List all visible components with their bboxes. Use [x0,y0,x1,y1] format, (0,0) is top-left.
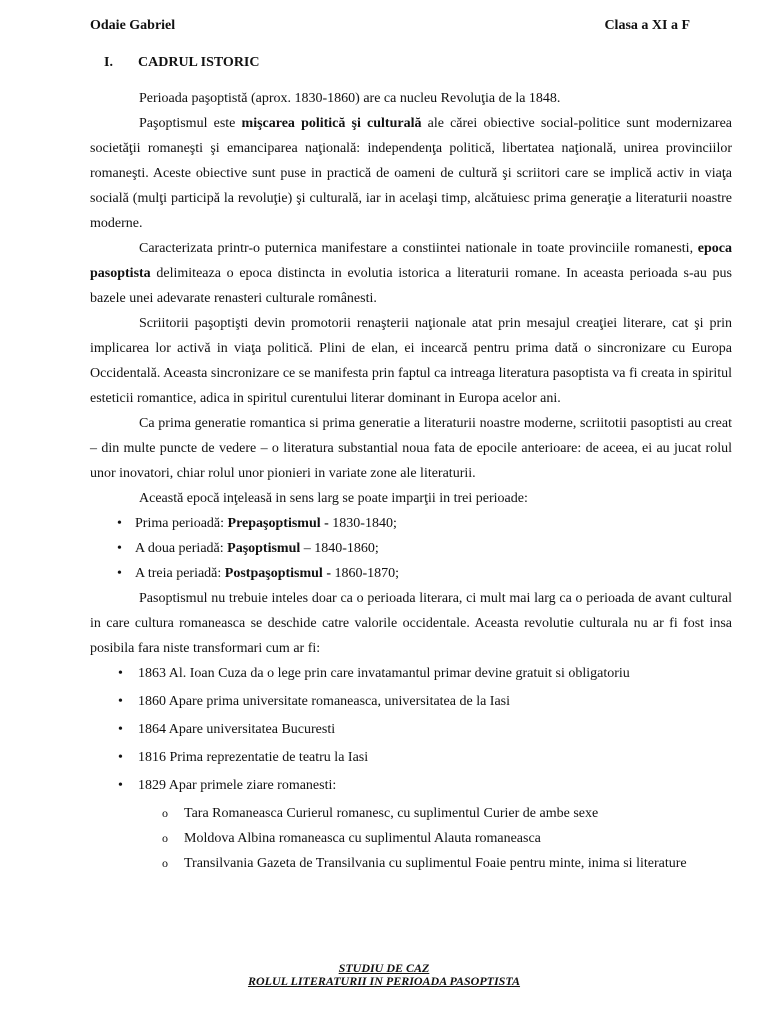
period-name: Postpaşoptismul - [224,566,331,581]
paragraph-periods-intro: Această epocă inţeleasă in sens larg se poate imparţii in trei perioade: [139,491,528,506]
list-item [90,561,732,586]
list-item: o Tara Romaneasca Curierul romanesc, cu suplimentul Curier de ambe sexe [90,801,732,826]
paragraph-text: delimiteaza o epoca distincta in evolutia istorica a literaturii romane. In aceasta perioada s-au pus bazele unei adevarate renasteri culturale românesti. [90,266,732,306]
paragraph-intro: Perioada paşoptistă (aprox. 1830-1860) are ca nucleu Revoluţia de la 1848. [139,91,561,106]
list-item: • 1860 Apare prima universitate romaneasca, universitatea de la Iasi [90,689,732,714]
paragraph-pasoptism-definition [90,111,732,236]
list-item [90,511,732,536]
footer-subtitle: ROLUL LITERATURII IN PERIOADA PASOPTISTA [247,974,521,988]
paragraph-text: Caracterizata printr-o puternica manifestare a constiintei nationale in toate provinciile romanesti, [139,241,698,256]
paragraph-generatie: Ca prima generatie romantica si prima generatie a literaturii noastre moderne, scriitotii pasoptisti au creat – din multe puncte de vedere – o literatura substantial noua fata de epocile anterioare: de aceea, ei au jucat rolul unor inovatori, chiar rolul unor pionieri in variate zone ale literaturii. [90,416,732,481]
page-footer [0,962,768,988]
events-list [90,661,732,798]
bold-phrase: mişcarea politică şi culturală [241,116,422,131]
paragraph-text: ale cărei obiective social-politice sunt modernizarea societăţii romaneşti şi emanciparea naţională: independenţa politică, libertatea naţională, unirea provinciilor romaneşti. Aceste obiective sunt puse in practică de oameni de cultură şi scriitori care se implică activ in viaţa socială (mulţi participă la revoluţie) şi culturală, iar in acelaşi timp, alcătuiesc prima generaţie a literaturii noastre moderne. [90,116,733,231]
class-name: Clasa a XI a F [604,18,690,33]
period-lead: A doua periadă: [135,541,228,556]
list-item: • 1829 Apar primele ziare romanesti: [90,773,732,798]
list-item: • 1863 Al. Ioan Cuza da o lege prin care invatamantul primar devine gratuit si obligatoriu [90,661,732,686]
period-years: – 1840-1860; [300,541,379,556]
period-name: Paşoptismul [227,541,301,556]
author-name: Odaie Gabriel [90,18,176,33]
section-number: I. [104,55,113,70]
list-item: • 1864 Apare universitatea Bucuresti [90,717,732,742]
period-years: 1830-1840; [328,516,397,531]
period-lead: Prima perioadă: [135,516,228,531]
page-header [90,13,690,38]
section-title: CADRUL ISTORIC [138,55,260,70]
newspapers-list [90,801,732,876]
list-item: o Transilvania Gazeta de Transilvania cu suplimentul Foaie pentru minte, inima si literature [90,851,732,876]
period-years: 1860-1870; [330,566,400,581]
list-item: o Moldova Albina romaneasca cu suplimentul Alauta romaneasca [90,826,732,851]
periods-list [90,511,732,586]
bold-phrase: epoca pasoptista [90,241,732,281]
paragraph-scriitori: Scriitorii paşoptişti devin promotorii renaşterii naţionale atat prin mesajul creaţiei literare, cat şi prin implicarea lor activă in viaţa politică. Plini de elan, ei incearcă pentru prima dată o sincronizare cu Europa Occidentală. Aceasta sincronizare ce se manifesta prin faptul ca intreaga literatura pasoptista va fi creata in spiritul esteticii romantice, adica in spiritul curentului literar dominant in Europa acelor ani. [90,316,732,406]
paragraph-text: Paşoptismul este [139,116,242,131]
paragraph-epoca [90,236,732,311]
paragraph-transformari: Pasoptismul nu trebuie inteles doar ca o perioada literara, ci mult mai larg ca o perioada de avant cultural in care cultura romaneasca se deschide catre valorile occidentale. Aceasta revolutie culturala nu ar fi fost insa posibila fara niste transformari cum ar fi: [90,591,732,656]
document-body [90,86,732,876]
section-heading [104,50,260,75]
list-item: • 1816 Prima reprezentatie de teatru la Iasi [90,745,732,770]
period-lead: A treia periadă: [135,566,225,581]
list-item [90,536,732,561]
period-name: Prepaşoptismul - [227,516,329,531]
footer-title: STUDIU DE CAZ [338,961,430,975]
